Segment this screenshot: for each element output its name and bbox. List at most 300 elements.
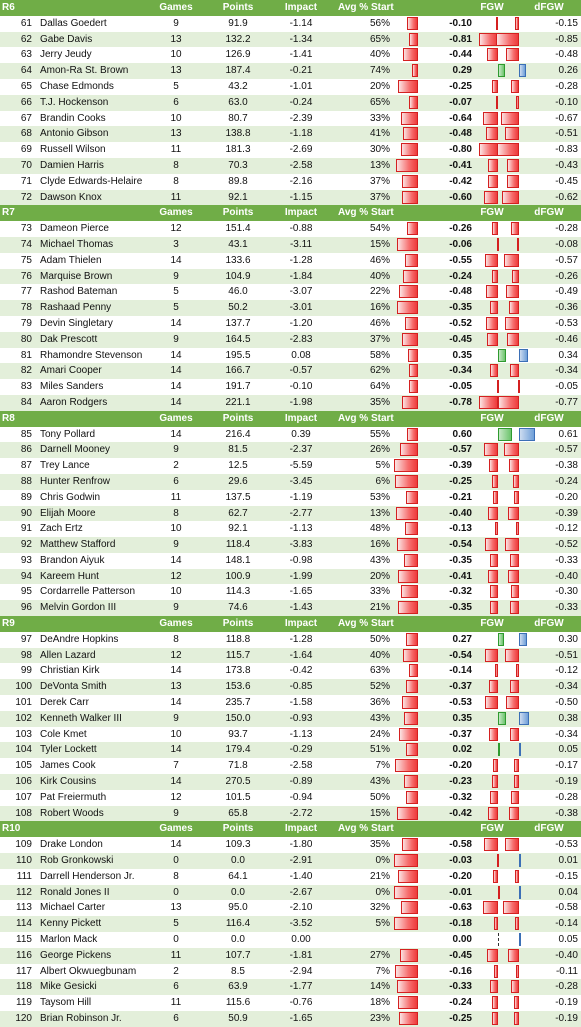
dfgw-value: 0.26 (558, 65, 578, 77)
games-header: Games (159, 412, 193, 424)
impact-value: -2.58 (289, 760, 313, 772)
avg-start-value: 23% (369, 1013, 390, 1024)
avg-start-value: 54% (369, 223, 390, 235)
games-header: Games (159, 2, 193, 13)
impact-value: -0.89 (289, 776, 313, 788)
games-value: 12 (170, 791, 182, 803)
points-value: 62.7 (228, 507, 248, 519)
pick-number: 93 (20, 554, 32, 566)
points-value: 173.8 (225, 665, 251, 677)
table-row (0, 142, 581, 158)
fgw-value: -0.52 (449, 317, 472, 329)
impact-value: -0.94 (289, 791, 313, 803)
dfgw-value: -0.67 (555, 112, 578, 124)
impact-value: -1.13 (289, 523, 313, 535)
dfgw-bar (513, 475, 519, 488)
avg-start-value: 52% (369, 681, 390, 693)
avg-start-bar (407, 428, 418, 441)
table-row (0, 632, 581, 648)
table-row (0, 916, 581, 932)
fgw-value: -0.53 (449, 697, 472, 709)
avg-start-bar (407, 17, 418, 30)
avg-start-bar (397, 238, 418, 251)
avg-start-value: 40% (369, 49, 390, 61)
games-value: 8 (173, 507, 179, 519)
pick-number: 80 (20, 333, 32, 345)
table-row (0, 490, 581, 506)
avg-start-value: 0% (375, 886, 390, 898)
games-value: 14 (170, 554, 182, 566)
avg-start-bar (400, 949, 418, 962)
dfgw-bar (514, 996, 519, 1009)
dfgw-bar (511, 585, 519, 598)
player-name: Melvin Gordon III (40, 602, 117, 614)
table-row (0, 663, 581, 679)
avg-start-bar (402, 175, 418, 188)
dfgw-bar (519, 933, 521, 946)
avg-start-value: 20% (369, 570, 390, 582)
avg-start-header: Avg % Start (338, 823, 394, 835)
player-name: Elijah Moore (40, 507, 96, 519)
fgw-bar (497, 380, 499, 393)
dfgw-value: -0.20 (555, 491, 578, 503)
impact-value: -2.83 (289, 333, 313, 345)
fgw-bar (485, 649, 498, 662)
impact-value: -1.81 (289, 949, 313, 961)
avg-start-bar (397, 301, 418, 314)
player-name: Michael Thomas (40, 238, 114, 250)
avg-start-bar (398, 996, 419, 1009)
points-header: Points (222, 823, 254, 835)
avg-start-value: 13% (369, 159, 390, 171)
fgw-bar (488, 159, 498, 172)
dfgw-bar (519, 428, 535, 441)
table-row (0, 521, 581, 537)
avg-start-value: 26% (369, 444, 390, 456)
avg-start-bar (394, 854, 418, 867)
dfgw-bar (514, 759, 519, 772)
pick-number: 102 (15, 712, 32, 724)
player-name: Derek Carr (40, 697, 89, 709)
avg-start-bar (403, 127, 418, 140)
pick-number: 81 (20, 349, 32, 361)
dfgw-value: -0.53 (555, 839, 578, 851)
round-header (0, 411, 581, 427)
fgw-bar (489, 728, 498, 741)
dfgw-value: -0.05 (555, 381, 578, 393)
dfgw-bar (514, 491, 519, 504)
avg-start-value: 33% (369, 112, 390, 124)
fgw-value: -0.37 (449, 728, 472, 740)
fgw-value: -0.26 (449, 223, 472, 235)
games-value: 9 (173, 712, 179, 724)
pick-number: 108 (15, 807, 32, 819)
impact-value: -1.58 (289, 697, 313, 709)
impact-value: -0.98 (289, 554, 313, 566)
games-value: 14 (170, 396, 182, 408)
player-name: Cole Kmet (40, 728, 87, 740)
avg-start-bar (404, 775, 418, 788)
dfgw-bar (519, 854, 521, 867)
fgw-bar (486, 317, 498, 330)
avg-start-value: 35% (369, 396, 390, 408)
dfgw-bar (507, 175, 519, 188)
fgw-bar (488, 570, 498, 583)
fgw-value: -0.07 (449, 96, 472, 108)
pick-number: 72 (20, 191, 32, 203)
avg-start-bar (401, 901, 418, 914)
dfgw-bar (511, 80, 519, 93)
fgw-value: -0.25 (449, 80, 472, 92)
round-label: R10 (2, 823, 21, 835)
player-name: Tyler Lockett (40, 744, 97, 756)
dfgw-value: -0.14 (555, 918, 578, 930)
points-value: 181.3 (225, 144, 251, 156)
impact-value: 0.00 (291, 934, 311, 946)
games-value: 12 (170, 223, 182, 235)
impact-value: -3.11 (289, 238, 313, 250)
dfgw-bar (510, 601, 519, 614)
pick-number: 75 (20, 254, 32, 266)
pick-number: 76 (20, 270, 32, 282)
games-value: 6 (173, 1013, 179, 1024)
pick-number: 88 (20, 475, 32, 487)
games-value: 8 (173, 159, 179, 171)
fgw-value: -0.64 (449, 112, 472, 124)
table-row (0, 648, 581, 664)
games-value: 10 (170, 728, 182, 740)
pick-number: 111 (16, 870, 32, 882)
avg-start-bar (403, 649, 418, 662)
player-name: Trey Lance (40, 460, 90, 472)
avg-start-bar (404, 554, 418, 567)
impact-header: Impact (284, 618, 318, 630)
points-value: 164.5 (225, 333, 251, 345)
fgw-header: FGW (480, 823, 504, 835)
fgw-bar (492, 1012, 498, 1025)
fgw-bar (486, 285, 498, 298)
dfgw-value: -0.33 (555, 554, 578, 566)
dfgw-value: -0.24 (555, 475, 578, 487)
pick-number: 63 (20, 49, 32, 61)
games-value: 9 (173, 333, 179, 345)
impact-value: 0.39 (291, 428, 311, 440)
player-name: Devin Singletary (40, 317, 113, 329)
player-name: Clyde Edwards-Helaire (40, 175, 143, 187)
games-value: 9 (173, 444, 179, 456)
player-name: DeAndre Hopkins (40, 633, 119, 645)
table-row (0, 316, 581, 332)
pick-number: 110 (16, 855, 32, 867)
player-name: Dameon Pierce (40, 223, 109, 235)
games-value: 5 (173, 302, 179, 314)
impact-value: -1.41 (289, 49, 313, 61)
dfgw-value: -0.15 (555, 870, 578, 882)
points-value: 126.9 (225, 49, 251, 61)
fgw-bar (494, 965, 498, 978)
games-header: Games (159, 207, 193, 219)
impact-value: -3.52 (289, 918, 313, 930)
pick-number: 112 (16, 886, 32, 898)
pick-number: 97 (20, 633, 32, 645)
dfgw-value: -0.12 (555, 523, 578, 535)
fgw-bar (493, 870, 498, 883)
dfgw-bar (506, 696, 520, 709)
fgw-bar (492, 475, 498, 488)
dfgw-value: -0.77 (555, 396, 578, 408)
table-row (0, 63, 581, 79)
impact-value: -2.58 (289, 159, 313, 171)
fgw-value: -0.41 (449, 159, 472, 171)
games-value: 14 (170, 428, 182, 440)
fgw-value: 0.35 (452, 712, 472, 724)
table-row (0, 395, 581, 411)
impact-value: -1.28 (289, 633, 313, 645)
impact-value: -2.69 (289, 144, 313, 156)
fgw-bar (489, 680, 498, 693)
points-value: 89.8 (228, 175, 248, 187)
points-value: 70.3 (228, 159, 248, 171)
table-row (0, 790, 581, 806)
fgw-value: -0.24 (449, 270, 472, 282)
fgw-value: -0.81 (449, 33, 472, 45)
games-value: 14 (170, 317, 182, 329)
avg-start-header: Avg % Start (338, 618, 394, 630)
fgw-bar (490, 364, 498, 377)
fgw-bar (490, 585, 498, 598)
fgw-bar (485, 696, 498, 709)
dfgw-value: -0.46 (555, 333, 578, 345)
points-value: 137.7 (225, 317, 251, 329)
impact-value: -1.13 (289, 728, 313, 740)
pick-number: 64 (20, 65, 32, 77)
avg-start-value: 55% (369, 428, 390, 440)
pick-number: 84 (20, 396, 32, 408)
fgw-bar (487, 48, 498, 61)
impact-value: -1.84 (289, 270, 313, 282)
impact-value: -2.39 (289, 112, 313, 124)
impact-value: -0.10 (289, 381, 313, 393)
pick-number: 71 (20, 175, 32, 187)
fgw-value: -0.01 (449, 886, 472, 898)
avg-start-bar (409, 364, 419, 377)
points-value: 100.9 (225, 570, 251, 582)
player-name: Gabe Davis (40, 33, 93, 45)
points-value: 65.8 (228, 807, 248, 819)
table-row (0, 16, 581, 32)
player-name: Brian Robinson Jr. (40, 1013, 122, 1024)
impact-value: -0.57 (289, 365, 313, 377)
dfgw-value: -0.26 (555, 270, 578, 282)
pick-number: 105 (15, 760, 32, 772)
impact-value: -1.98 (289, 396, 313, 408)
table-row (0, 427, 581, 443)
points-value: 115.7 (225, 649, 251, 661)
table-row (0, 95, 581, 111)
player-name: Robert Woods (40, 807, 104, 819)
games-value: 5 (173, 286, 179, 298)
avg-start-bar (406, 791, 419, 804)
player-name: Ronald Jones II (40, 886, 110, 898)
avg-start-value: 37% (369, 191, 390, 203)
dfgw-value: -0.62 (555, 191, 578, 203)
impact-value: -3.01 (289, 302, 313, 314)
dfgw-bar (515, 870, 519, 883)
impact-value: -1.01 (289, 80, 313, 92)
avg-start-value: 7% (375, 760, 390, 772)
fgw-value: -0.10 (449, 17, 472, 29)
pick-number: 78 (20, 302, 32, 314)
avg-start-bar (401, 112, 418, 125)
avg-start-value: 46% (369, 317, 390, 329)
avg-start-bar (402, 396, 418, 409)
points-value: 235.7 (225, 697, 251, 709)
impact-header: Impact (284, 412, 318, 424)
table-row (0, 853, 581, 869)
avg-start-bar (406, 491, 418, 504)
pick-number: 66 (20, 96, 32, 108)
avg-start-value: 41% (369, 128, 390, 140)
table-row (0, 111, 581, 127)
dfgw-bar (505, 538, 519, 551)
impact-value: 0.08 (291, 349, 311, 361)
player-name: Michael Carter (40, 902, 106, 914)
impact-value: -1.64 (289, 649, 313, 661)
avg-start-value: 27% (369, 949, 390, 961)
avg-start-bar (400, 443, 419, 456)
fgw-bar (488, 807, 498, 820)
fgw-bar (495, 664, 498, 677)
fgw-bar (498, 633, 504, 646)
player-name: Albert Okwuegbunam (40, 965, 137, 977)
table-row (0, 158, 581, 174)
games-value: 9 (173, 602, 179, 614)
games-value: 7 (173, 760, 179, 772)
fgw-value: 0.35 (452, 349, 472, 361)
fgw-bar (498, 886, 500, 899)
avg-start-value: 58% (369, 349, 390, 361)
avg-start-header: Avg % Start (338, 207, 394, 219)
pick-number: 107 (15, 791, 32, 803)
fgw-value: -0.05 (449, 381, 472, 393)
pick-number: 90 (20, 507, 32, 519)
fgw-bar (488, 507, 498, 520)
games-value: 10 (170, 112, 182, 124)
pick-number: 109 (15, 839, 32, 851)
player-name: Rhamondre Stevenson (40, 349, 143, 361)
games-value: 9 (173, 270, 179, 282)
table-row (0, 190, 581, 206)
impact-value: -5.59 (289, 460, 313, 472)
games-value: 9 (173, 807, 179, 819)
avg-start-bar (409, 380, 418, 393)
avg-start-value: 43% (369, 776, 390, 788)
dfgw-bar (508, 507, 519, 520)
pick-number: 91 (20, 523, 32, 535)
dfgw-bar (505, 317, 519, 330)
fgw-value: -0.44 (449, 49, 472, 61)
fgw-bar (493, 491, 498, 504)
avg-start-value: 43% (369, 554, 390, 566)
points-value: 216.4 (225, 428, 251, 440)
fgw-value: -0.54 (449, 539, 472, 551)
dfgw-bar (506, 48, 519, 61)
impact-value: -1.15 (289, 191, 313, 203)
pick-number: 101 (15, 697, 32, 709)
table-row (0, 79, 581, 95)
impact-value: -1.65 (289, 1013, 313, 1024)
dfgw-value: -0.28 (555, 981, 578, 993)
fgw-value: -0.24 (449, 997, 472, 1009)
player-name: Aaron Rodgers (40, 396, 108, 408)
games-value: 14 (170, 776, 182, 788)
points-header: Points (222, 412, 254, 424)
dfgw-bar (505, 649, 519, 662)
dfgw-value: -0.57 (555, 444, 578, 456)
dfgw-value: -0.19 (555, 997, 578, 1009)
pick-number: 104 (15, 744, 32, 756)
fgw-bar (490, 980, 498, 993)
dfgw-bar (519, 64, 526, 77)
player-name: Kenny Pickett (40, 918, 102, 930)
fgw-value: -0.41 (449, 570, 472, 582)
fgw-bar (483, 901, 498, 914)
fgw-bar (498, 428, 512, 441)
round-header (0, 205, 581, 221)
dfgw-value: -0.85 (555, 33, 578, 45)
avg-start-value: 32% (369, 902, 390, 914)
avg-start-bar (405, 522, 418, 535)
fgw-value: -0.45 (449, 949, 472, 961)
points-value: 118.4 (225, 539, 251, 551)
fgw-value: -0.06 (449, 238, 472, 250)
impact-header: Impact (284, 207, 318, 219)
avg-start-value: 35% (369, 839, 390, 851)
avg-start-value: 74% (369, 65, 390, 77)
dfgw-bar (514, 775, 519, 788)
avg-start-bar (409, 96, 418, 109)
avg-start-bar (403, 48, 418, 61)
impact-value: -0.93 (289, 712, 313, 724)
pick-number: 103 (15, 728, 32, 740)
dfgw-bar (506, 285, 519, 298)
avg-start-bar (402, 696, 418, 709)
table-row (0, 221, 581, 237)
fgw-value: -0.37 (449, 681, 472, 693)
impact-value: -3.83 (289, 539, 313, 551)
round-label: R9 (2, 618, 15, 630)
avg-start-bar (394, 917, 418, 930)
avg-start-bar (398, 870, 418, 883)
avg-start-value: 48% (369, 523, 390, 535)
fgw-bar (489, 459, 498, 472)
table-row (0, 553, 581, 569)
avg-start-bar (399, 1012, 418, 1025)
avg-start-value: 16% (369, 539, 390, 551)
games-value: 13 (170, 681, 182, 693)
pick-number: 118 (16, 981, 32, 993)
pick-number: 120 (15, 1013, 32, 1024)
impact-value: -0.88 (289, 223, 313, 235)
avg-start-bar (406, 680, 418, 693)
avg-start-value: 21% (369, 602, 390, 614)
pick-number: 83 (20, 381, 32, 393)
player-name: Dak Prescott (40, 333, 98, 345)
player-name: Marquise Brown (40, 270, 113, 282)
player-name: Allen Lazard (40, 649, 96, 661)
dfgw-value: 0.30 (558, 633, 578, 645)
fgw-value: -0.42 (449, 175, 472, 187)
